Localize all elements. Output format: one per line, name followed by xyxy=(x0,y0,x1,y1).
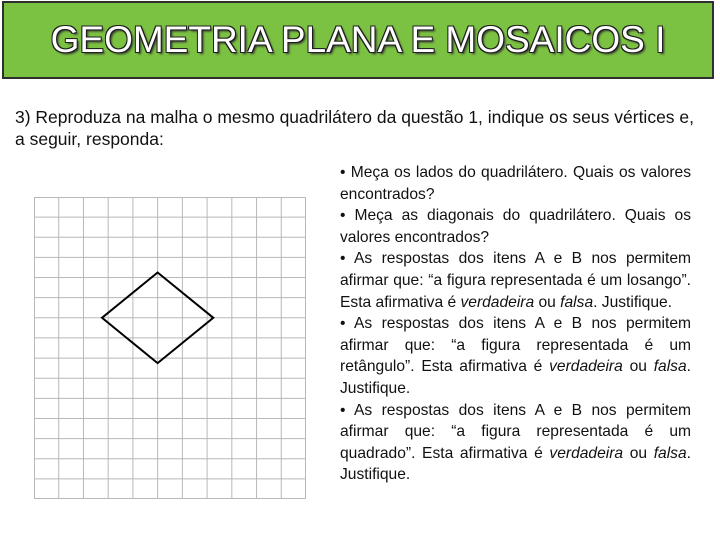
option-true: verdadeira xyxy=(460,293,535,311)
question-item xyxy=(340,248,691,313)
question-text: Meça os lados do quadrilátero. Quais os valores encontrados? xyxy=(340,164,691,203)
connector: ou xyxy=(534,293,561,311)
question-item xyxy=(340,162,691,205)
question-text: As respostas dos itens A e B nos permitem afirmar que: “a figura representada é um retângulo”. Esta afirmativa é xyxy=(340,315,691,376)
question-prompt: 3) Reproduza na malha o mesmo quadrilátero da questão 1, indique os seus vértices e, a seguir, responda: xyxy=(15,107,695,149)
question-item xyxy=(340,313,691,399)
question-item xyxy=(340,205,691,248)
question-end: . Justifique. xyxy=(340,444,691,484)
square-grid xyxy=(34,197,306,499)
bullet: • xyxy=(340,250,346,268)
option-false: falsa xyxy=(653,358,687,376)
bullet: • xyxy=(340,401,346,419)
question-end: . Justifique. xyxy=(340,358,691,397)
option-false: falsa xyxy=(560,293,594,311)
question-end: . Justifique. xyxy=(593,293,672,311)
question-text: Meça as diagonais do quadrilátero. Quais os valores encontrados? xyxy=(340,207,691,246)
title-banner xyxy=(2,1,714,79)
connector: ou xyxy=(622,358,654,376)
page-title: GEOMETRIA PLANA E MOSAICOS I xyxy=(50,19,666,60)
question-text: As respostas dos itens A e B nos permitem afirmar que: “a figura representada é um losango”. Esta afirmativa é xyxy=(340,250,691,311)
question-text: As respostas dos itens A e B nos permitem afirmar que: “a figura representada é um quadrado”. Esta afirmativa é xyxy=(340,401,691,462)
connector: ou xyxy=(623,444,654,462)
bullet: • xyxy=(340,207,346,225)
option-false: falsa xyxy=(653,444,687,462)
question-list xyxy=(340,162,691,486)
bullet: • xyxy=(340,164,346,181)
bullet: • xyxy=(340,315,346,333)
option-true: verdadeira xyxy=(549,358,623,376)
question-item xyxy=(340,400,691,486)
grid-svg xyxy=(34,197,306,499)
option-true: verdadeira xyxy=(549,444,624,462)
